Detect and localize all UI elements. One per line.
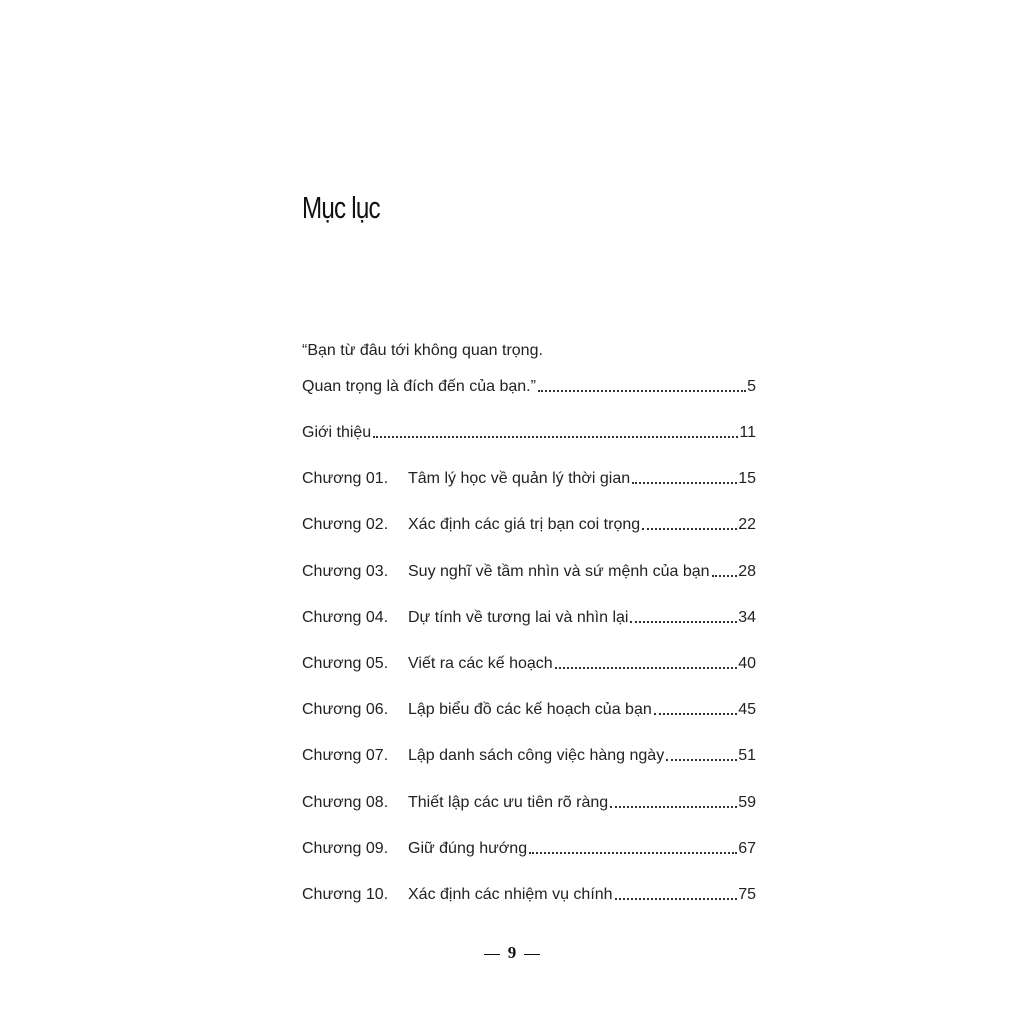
footer-dash xyxy=(484,954,500,955)
dot-leader xyxy=(654,713,737,715)
dot-leader xyxy=(632,482,737,484)
toc-page-number: 40 xyxy=(738,655,756,672)
toc-intro-label: Giới thiệu xyxy=(302,424,372,441)
toc-page-number: 28 xyxy=(738,563,756,580)
toc-chapter-title: Suy nghĩ về tầm nhìn và sứ mệnh của bạn xyxy=(408,563,710,580)
toc-chapter-title: Tâm lý học về quản lý thời gian xyxy=(408,470,631,487)
toc-chapter-title: Xác định các nhiệm vụ chính xyxy=(408,886,613,903)
toc-chapter-title: Giữ đúng hướng xyxy=(408,840,528,857)
dot-leader xyxy=(630,621,737,623)
toc-chapter-number: Chương 05. xyxy=(302,655,389,672)
toc-entry-chapter xyxy=(302,695,756,719)
page-title: Mục lục xyxy=(302,190,380,225)
toc-chapter-title: Dự tính về tương lai và nhìn lại xyxy=(408,609,629,626)
toc-chapter-number: Chương 09. xyxy=(302,840,389,857)
toc-page-number: 67 xyxy=(738,840,756,857)
toc-page-number: 5 xyxy=(747,378,756,395)
toc-page-number: 45 xyxy=(738,701,756,718)
footer-dash xyxy=(524,954,540,955)
toc-chapter-number: Chương 02. xyxy=(302,516,389,533)
toc-page-number: 59 xyxy=(738,794,756,811)
toc-page-number: 15 xyxy=(738,470,756,487)
toc-page-number: 51 xyxy=(738,747,756,764)
dot-leader xyxy=(373,436,738,438)
dot-leader xyxy=(615,898,738,900)
toc-entry-chapter xyxy=(302,510,756,534)
dot-leader xyxy=(610,806,737,808)
dot-leader xyxy=(642,528,737,530)
toc-chapter-title: Xác định các giá trị bạn coi trọng xyxy=(408,516,641,533)
toc-entry-chapter xyxy=(302,557,756,581)
dot-leader xyxy=(666,759,737,761)
toc-entry-chapter xyxy=(302,880,756,904)
toc-chapter-title: Lập biểu đồ các kế hoạch của bạn xyxy=(408,701,652,718)
dot-leader xyxy=(538,390,746,392)
toc-entry-chapter xyxy=(302,603,756,627)
page-number: 9 xyxy=(507,943,517,962)
toc-page-number: 22 xyxy=(738,516,756,533)
toc-entry-intro xyxy=(302,418,756,442)
toc-chapter-number: Chương 01. xyxy=(302,470,389,487)
page-footer xyxy=(0,943,1024,963)
toc-entry-chapter xyxy=(302,834,756,858)
dot-leader xyxy=(712,575,738,577)
toc-chapter-title: Thiết lập các ưu tiên rõ ràng xyxy=(408,794,609,811)
toc-chapter-number: Chương 06. xyxy=(302,701,389,718)
dot-leader xyxy=(555,667,738,669)
toc-entry-quote xyxy=(302,372,756,396)
toc-page-number: 11 xyxy=(739,424,756,441)
toc-chapter-number: Chương 04. xyxy=(302,609,389,626)
toc-page-number: 75 xyxy=(738,886,756,903)
toc-chapter-title: Lập danh sách công việc hàng ngày xyxy=(408,747,665,764)
toc-page-number: 34 xyxy=(738,609,756,626)
toc-quote-line2: Quan trọng là đích đến của bạn.” xyxy=(302,378,536,395)
toc-chapter-number: Chương 07. xyxy=(302,747,389,764)
dot-leader xyxy=(529,852,737,854)
toc-entry-chapter xyxy=(302,649,756,673)
toc-chapter-number: Chương 10. xyxy=(302,886,389,903)
toc-quote-line1: “Bạn từ đâu tới không quan trọng. xyxy=(302,342,543,359)
toc-chapter-number: Chương 03. xyxy=(302,563,389,580)
toc-chapter-title: Viết ra các kế hoạch xyxy=(408,655,553,672)
toc-entry-chapter xyxy=(302,464,756,488)
toc-chapter-number: Chương 08. xyxy=(302,794,389,811)
toc-entry-chapter xyxy=(302,741,756,765)
toc-entry-chapter xyxy=(302,788,756,812)
